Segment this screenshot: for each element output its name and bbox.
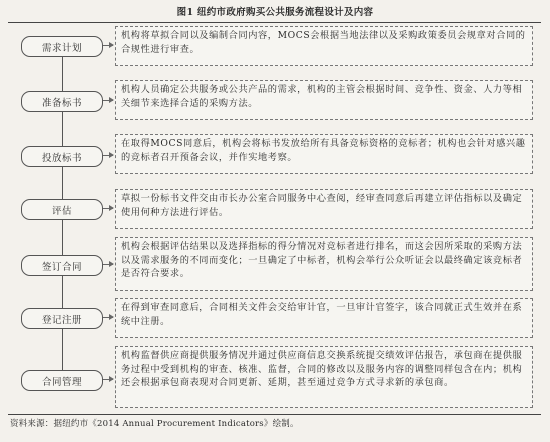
figure-title: 图1 纽约市政府购买公共服务流程设计及内容 [176, 7, 374, 18]
arrow-7 [103, 379, 113, 380]
step-contract-management-content: 机构监督供应商提供服务情况并通过供应商信息交换系统提交绩效评估报告，承包商在提供服务过程中受到机构的审查、核准、监督，合同的修改以及服务内容的调整同样包含在内；机构还会根据承包商表现对合同更新、延期，甚至通过竞争方式寻求新的承包商。 [115, 346, 533, 408]
step-sign-contract-content: 机构会根据评估结果以及选择指标的得分情况对竞标者进行排名，而这会因所采取的采购方法以及需求服务的不同而变化；一旦确定了中标者，机构会举行公众听证会以最终确定该竞标者是否符合要求。 [115, 237, 533, 291]
step-evaluate-content: 草拟一份标书文件交由市长办公室合同服务中心查阅，经审查同意后再建立评估指标以及确定使用何种方法进行评估。 [115, 189, 533, 229]
source-note: 资料来源：据纽约市《2014 Annual Procurement Indicators》绘制。 [10, 419, 299, 429]
step-register: 登记注册 [21, 308, 103, 329]
step-sign-contract: 签订合同 [21, 255, 103, 276]
arrow-4 [103, 208, 113, 209]
step-contract-management: 合同管理 [21, 370, 103, 391]
step-issue-bid: 投放标书 [21, 146, 103, 167]
step-issue-bid-content: 在取得MOCS同意后，机构会将标书发放给所有具备竞标资格的竞标者；机构也会针对感兴趣的竞标者召开预备会议，并作实地考察。 [115, 134, 533, 174]
step-need-plan: 需求计划 [21, 36, 103, 57]
arrow-3 [103, 155, 113, 156]
step-prepare-bid-content: 机构人员确定公共服务或公共产品的需求，机构的主管会根据时间、竞争性、资金、人力等相关细节来选择合适的采购方法。 [115, 80, 533, 120]
arrow-1 [103, 45, 113, 46]
step-register-content: 在得到审查同意后，合同相关文件会交给审计官，一旦审计官签字，该合同就正式生效并在系统中注册。 [115, 298, 533, 338]
arrow-2 [103, 100, 113, 101]
step-need-plan-content: 机构将草拟合同以及编制合同内容，MOCS会根据当地法律以及采购政策委员会规章对合同的合规性进行审查。 [115, 26, 533, 66]
arrow-5 [103, 264, 113, 265]
step-evaluate: 评估 [21, 199, 103, 220]
step-prepare-bid: 准备标书 [21, 91, 103, 112]
arrow-6 [103, 317, 113, 318]
